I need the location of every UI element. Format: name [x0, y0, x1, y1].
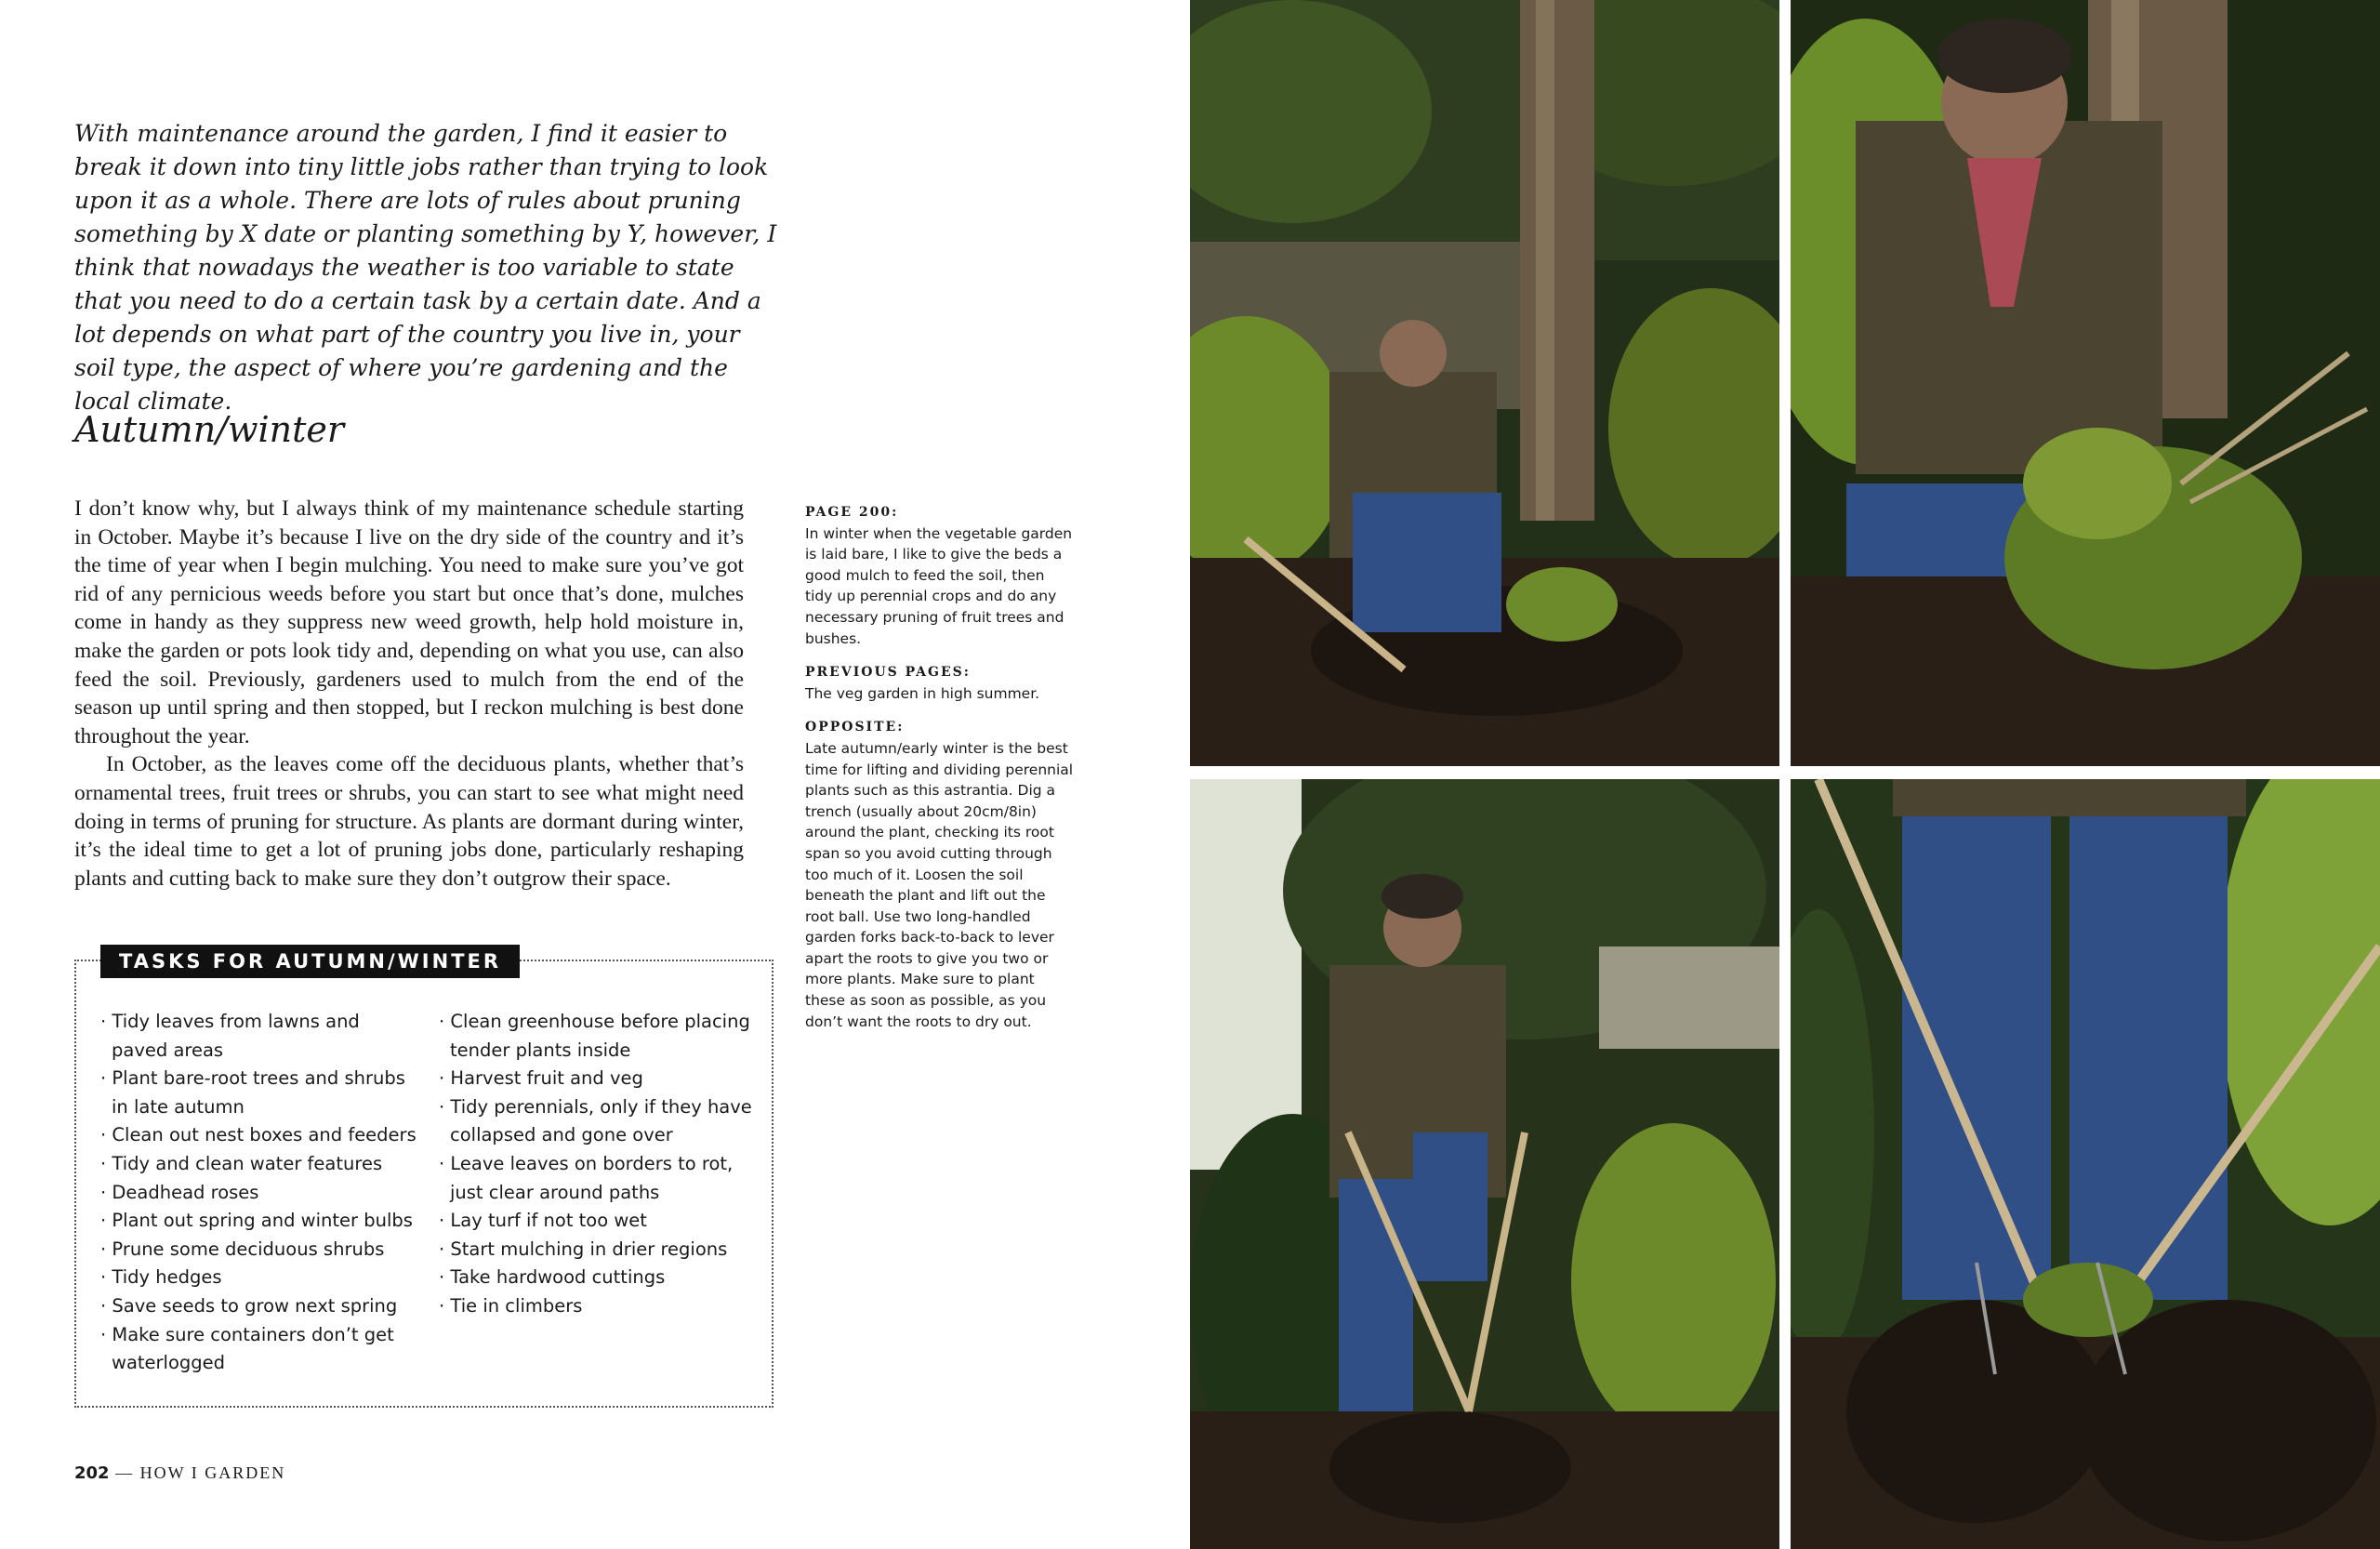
caption-label: OPPOSITE:	[805, 720, 905, 735]
tasks-box	[74, 950, 774, 1408]
tasks-heading: TASKS FOR AUTUMN/WINTER	[100, 945, 520, 978]
caption-text: Late autumn/early winter is the best time for lifting and dividing perennial plants such as this astrantia. Dig a trench (usually about 20cm/8in) around the plant, checking its root span so you avoid cutting through too much of it. Loosen the soil beneath the plant and lift out the root ball. Use two long-handled garden forks back-to-back to lever apart the roots to give you two or more plants. Make sure to plant these as soon as possible, as you don’t want the roots to dry out.	[805, 739, 1074, 1030]
task-item: · Take hardwood cuttings	[439, 1264, 760, 1292]
task-item: · Deadhead roses	[100, 1179, 421, 1208]
task-item: · Tidy leaves from lawns and paved areas	[100, 1008, 421, 1065]
task-item: · Tie in climbers	[439, 1292, 760, 1321]
task-item: · Prune some deciduous shrubs	[100, 1236, 421, 1264]
page-number: 202	[74, 1463, 110, 1483]
body-paragraph: I don’t know why, but I always think of my maintenance schedule starting in October. Maybe it’s because I live on the dry side of the country and it’s the time of year when I begin mulching. You need to make sure you’ve got rid of any pernicious weeds before you start but once that’s done, mulches come in handy as they suppress new weed growth, help hold moisture in, make the garden or pots look tidy and, depending on what you use, can also feed the soil. Previously, gardeners used to mulch from the end of the season up until spring and then stopped, but I reckon mulching is best done throughout the year.	[74, 496, 744, 748]
task-item: · Tidy perennials, only if they have collapsed and gone over	[439, 1093, 760, 1150]
task-item: · Start mulching in drier regions	[439, 1236, 760, 1264]
photo-levering-forks	[1190, 779, 1779, 1549]
page-folio	[74, 1463, 285, 1483]
task-item: · Make sure containers don’t get waterlogged	[100, 1321, 421, 1378]
task-item: · Clean out nest boxes and feeders	[100, 1121, 421, 1150]
intro-paragraph: With maintenance around the garden, I find it easier to break it down into tiny little jobs rather than trying to look upon it as a whole. There are lots of rules about pruning something by X date or planting something by Y, however, I think that nowadays the weather is too variable to state that you need to do a certain task by a certain date. And a lot depends on what part of the country you live in, your soil type, the aspect of where you’re gardening and the local climate.	[74, 120, 777, 415]
caption-label: PREVIOUS PAGES:	[805, 665, 971, 681]
task-item: · Plant out spring and winter bulbs	[100, 1207, 421, 1236]
task-item: · Tidy and clean water features	[100, 1150, 421, 1179]
task-item: · Clean greenhouse before placing tender plants inside	[439, 1008, 760, 1065]
caption-label: PAGE 200:	[805, 505, 899, 520]
task-item: · Leave leaves on borders to rot, just clear around paths	[439, 1150, 760, 1207]
book-title: HOW I GARDEN	[139, 1463, 286, 1482]
caption-opposite	[805, 717, 1075, 1032]
caption-previous-pages	[805, 662, 1075, 704]
caption-text: In winter when the vegetable garden is laid bare, I like to give the beds a good mulch to feed the soil, then tidy up perennial crops and do any necessary pruning of fruit trees and bushes.	[805, 524, 1073, 647]
folio-separator: —	[109, 1463, 140, 1482]
task-item: · Harvest fruit and veg	[439, 1065, 760, 1093]
right-page-photos	[1190, 0, 2380, 1549]
body-text	[74, 495, 744, 893]
caption-page-200	[805, 502, 1075, 649]
task-item: · Tidy hedges	[100, 1264, 421, 1292]
photo-forks-in-root-ball	[1791, 779, 2380, 1549]
task-item: · Save seeds to grow next spring	[100, 1292, 421, 1321]
photo-holding-astrantia	[1791, 0, 2380, 766]
photo-kneeling-with-spade	[1190, 0, 1779, 766]
caption-text: The veg garden in high summer.	[805, 684, 1040, 702]
task-item: · Lay turf if not too wet	[439, 1207, 760, 1236]
tasks-column-2	[439, 1008, 760, 1321]
photo-captions	[805, 502, 1075, 1045]
tasks-column-1	[100, 1008, 421, 1378]
task-item: · Plant bare-root trees and shrubs in late autumn	[100, 1065, 421, 1121]
section-title: Autumn/winter	[74, 409, 345, 450]
body-paragraph: In October, as the leaves come off the deciduous plants, whether that’s ornamental trees, fruit trees or shrubs, you can start to see what might need doing in terms of pruning for structure. As plants are dormant during winter, it’s the ideal time to get a lot of pruning jobs done, particularly reshaping plants and cutting back to make sure they don’t outgrow their space.	[74, 752, 744, 891]
